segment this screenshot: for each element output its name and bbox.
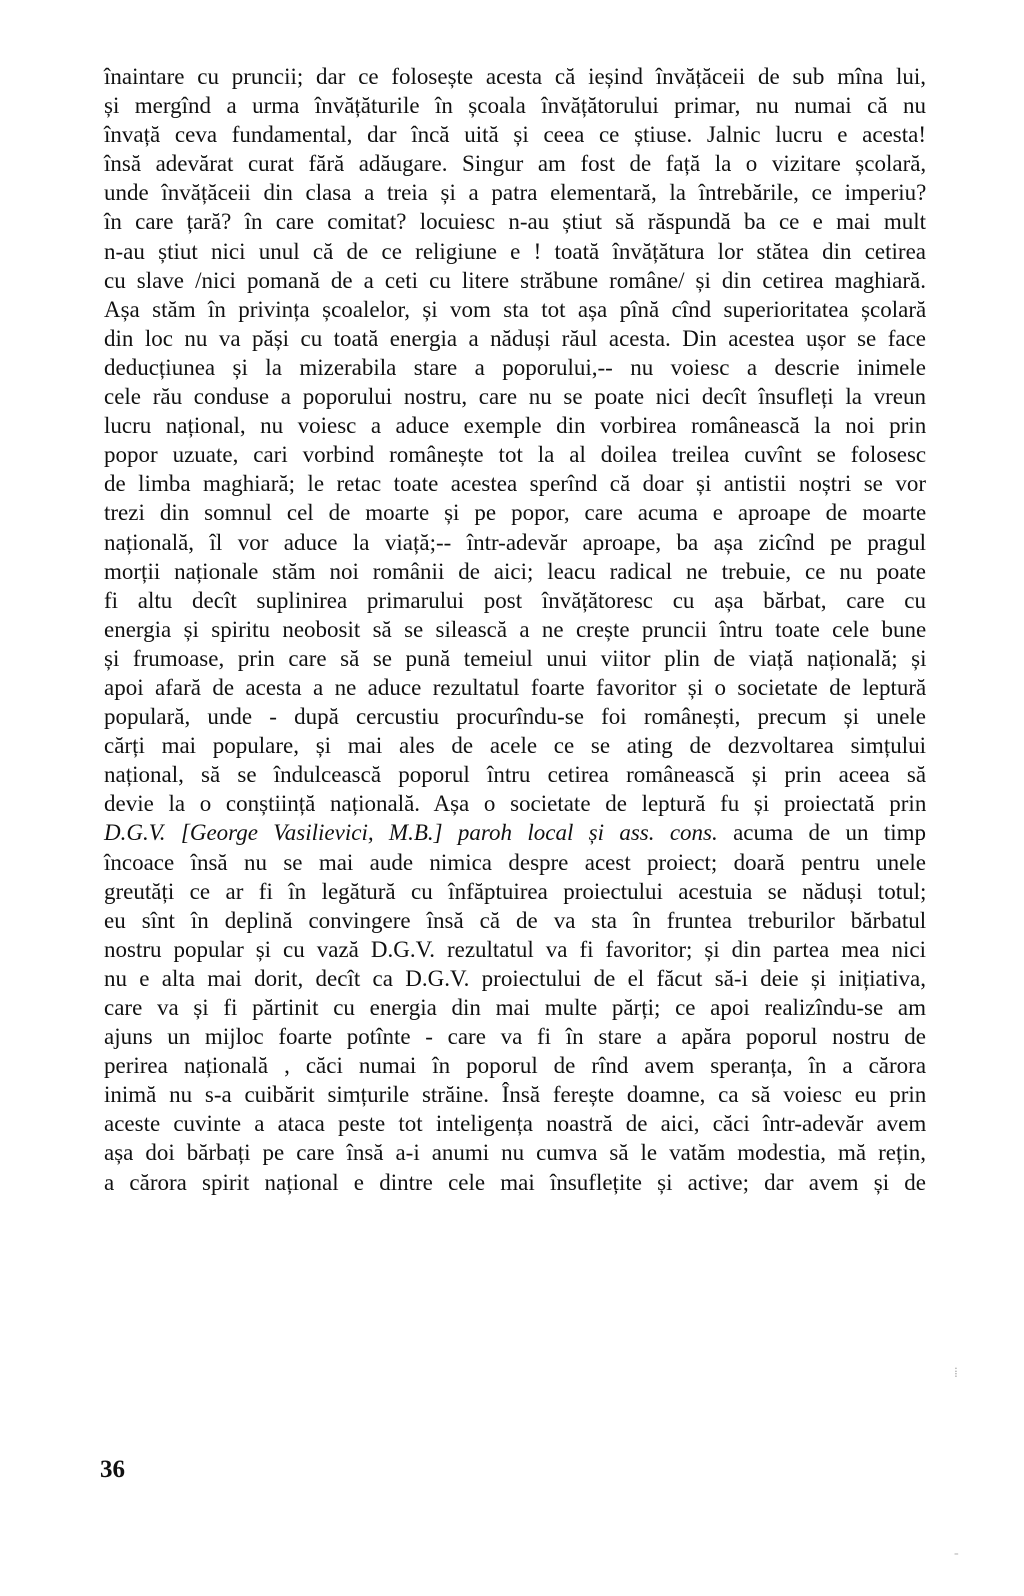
text-line-29: greutăți ce ar fi în legătură cu înfăptuirea proiectului acestuia se năduși totul; <box>104 878 927 904</box>
text-line-28: încoace însă nu se mai aude nimica despre acest proiect; doară pentru unele <box>104 849 926 875</box>
text-line-18: morții naționale stăm noi românii de aici; leacu radical ne trebuie, ce nu poate <box>104 558 926 584</box>
page-number: 36 <box>100 1456 125 1483</box>
text-line-12: cele rău conduse a poporului nostru, care nu se poate nici decît însufleți la vreun <box>104 384 926 410</box>
text-line-1: înaintare cu pruncii; dar ce folosește acesta că ieșind învățăceii de sub mîna lui, <box>104 64 926 89</box>
text-line-35: perirea națională , căci numai în poporul de rînd avem speranța, în a cărora <box>104 1053 927 1079</box>
text-line-26: devie la o conștiință națională. Așa o societate de leptură fu și proiectată prin <box>104 791 927 817</box>
text-line-23: populară, unde - după cercustiu procurîndu-se foi românești, precum și unele <box>104 704 926 730</box>
text-line-25: național, să se îndulcească poporul întru cetirea românească și prin aceea să <box>104 762 927 788</box>
text-line-8: cu slave /nici pomană de a ceti cu litere străbune române/ și din cetirea maghiară. <box>104 267 926 293</box>
text-line-31: nostru popular și cu vază D.G.V. rezultatul va fi favoritor; și din partea mea nici <box>104 936 926 962</box>
line-27-rest: acuma de un timp <box>717 820 926 846</box>
text-line-27 <box>104 818 926 847</box>
text-line-16: trezi din somnul cel de moarte și pe popor, care acuma e aproape de moarte <box>104 500 927 526</box>
text-line-38: așa doi bărbați pe care însă a-i anumi nu cumva să le vatăm modestia, mă rețin, <box>104 1140 926 1166</box>
text-line-5: unde învățăceii din clasa a treia și a patra elementară, la întrebările, ce imperiu? <box>104 180 927 206</box>
text-line-15: de limba maghiară; le retac toate acestea sperînd că doar și antistii noștri se vor <box>104 471 926 497</box>
text-line-30: eu sînt în deplină convingere însă că de va sta în fruntea treburilor bărbatul <box>104 907 927 933</box>
text-line-22: apoi afară de acesta a ne aduce rezultatul foarte favoritor și o societate de leptură <box>104 674 927 700</box>
text-line-39: a cărora spirit național e dintre cele mai însuflețite și active; dar avem și de <box>104 1169 926 1195</box>
text-line-33: care va și fi părtinit cu energia din mai multe părți; ce apoi realizîndu-se am <box>104 995 926 1020</box>
text-line-21: și frumoase, prin care să se pună temeiul unui viitor plin de viață națională; și <box>104 645 927 671</box>
text-line-19: fi altu decît suplinirea primarului post învățătoresc cu așa bărbat, care cu <box>104 587 927 613</box>
text-line-34: ajuns un mijloc foarte potînte - care va fi în stare a apăra poporul nostru de <box>104 1024 926 1050</box>
text-line-17: națională, îl vor aduce la viață;-- într-adevăr aproape, ba așa zicînd pe pragul <box>104 529 926 555</box>
text-line-9: Așa stăm în privința școalelor, și vom sta tot așa pînă cînd superioritatea școlară <box>104 296 927 322</box>
text-line-2: și mergînd a urma învățăturile în școala învățătorului primar, nu numai că nu <box>104 93 926 119</box>
text-line-14: popor uzuate, cari vorbind românește tot la al doilea treilea cuvînt se folosesc <box>104 442 927 468</box>
body-text <box>104 62 926 1197</box>
text-line-6: în care țară? în care comitat? locuiesc n-au știut să răspundă ba ce e mai mult <box>104 209 926 235</box>
margin-mark: ⁞ <box>954 1366 958 1381</box>
margin-mark-bottom: - <box>954 1546 959 1561</box>
text-line-37: aceste cuvinte a ataca peste tot inteligența noastră de aici, căci într-adevăr avem <box>104 1111 927 1137</box>
text-line-13: lucru național, nu voiesc a aduce exemple din vorbirea românească la noi prin <box>104 413 927 439</box>
text-line-4: însă adevărat curat fără adăugare. Singur am fost de față la o vizitare școlară, <box>104 151 927 177</box>
text-line-7: n-au știut nici unul că de ce religiune e ! toată învățătura lor stătea din cetirea <box>104 238 926 264</box>
text-line-24: cărți mai populare, și mai ales de acele ce se ating de dezvoltarea simțului <box>104 733 926 759</box>
text-line-32: nu e alta mai dorit, decît ca D.G.V. proiectului de el făcut să-i deie și inițiativa, <box>104 965 926 991</box>
text-line-20: energia și spiritu neobosit să se silească a ne crește pruncii întru toate cele bune <box>104 616 927 642</box>
text-line-11: deducțiunea și la mizerabila stare a poporului,-- nu voiesc a descrie inimele <box>104 354 926 380</box>
italic-reference: D.G.V. [George Vasilievici, M.B.] paroh local și ass. cons. <box>104 820 718 846</box>
text-line-3: învață ceva fundamental, dar încă uită și ceea ce știuse. Jalnic lucru e acesta! <box>104 122 926 148</box>
text-line-10: din loc nu va păși cu toată energia a năduși răul acesta. Din acestea ușor se face <box>104 325 926 351</box>
text-line-36: inimă nu s-a cuibărit simțurile străine. Însă ferește doamne, ca să voiesc eu prin <box>104 1082 927 1108</box>
